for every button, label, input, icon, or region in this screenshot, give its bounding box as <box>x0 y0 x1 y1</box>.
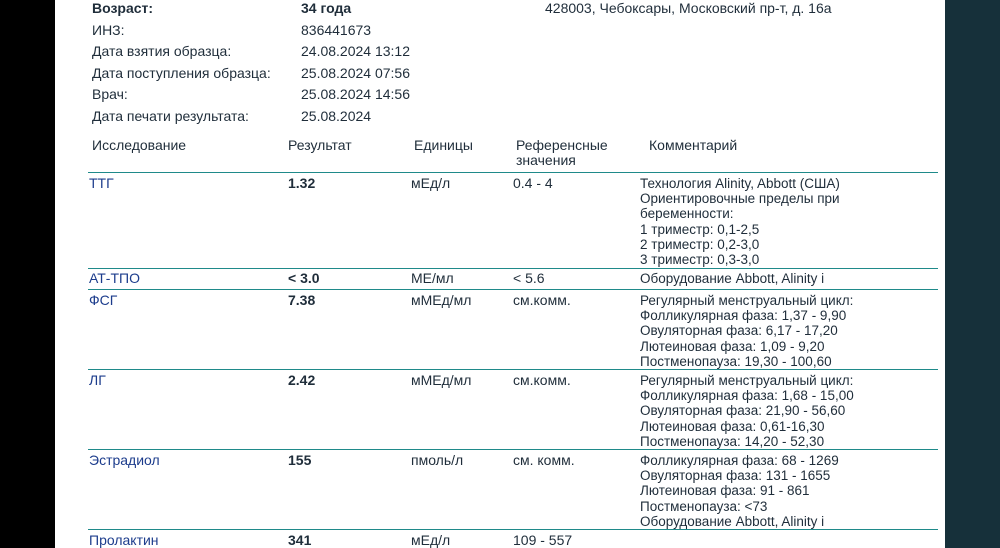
column-header-result: Результат <box>288 137 352 153</box>
comment-line: Фолликулярная фаза: 1,37 - 9,90 <box>640 308 847 324</box>
age-label: Возраст: <box>92 0 154 16</box>
inz-value: 836441673 <box>301 22 372 38</box>
row-divider <box>88 268 938 269</box>
doctor-label: Врач: <box>92 86 128 102</box>
test-reference: см.комм. <box>513 372 571 388</box>
column-header-test: Исследование <box>92 137 187 153</box>
test-result: 155 <box>288 452 312 468</box>
test-units: мЕд/л <box>411 175 451 191</box>
row-divider <box>88 449 938 450</box>
comment-line: Постменопауза: 19,30 - 100,60 <box>640 353 832 369</box>
test-comment <box>640 373 854 449</box>
column-header-reference <box>516 138 608 168</box>
row-divider <box>88 289 938 290</box>
comment-line: Фолликулярная фаза: 68 - 1269 <box>640 453 839 468</box>
test-name: Эстрадиол <box>89 452 160 468</box>
test-name: АТ-ТПО <box>89 270 140 286</box>
comment-line: беременности: <box>640 206 734 222</box>
comment-line: Постменопауза: <73 <box>640 498 768 514</box>
comment-line: Оборудование Abbott, Alinity i <box>640 513 825 529</box>
comment-line: 3 триместр: 0,3-3,0 <box>640 252 760 268</box>
comment-line: Ориентировочные пределы при <box>640 191 840 207</box>
comment-line: 2 триместр: 0,2-3,0 <box>640 236 760 252</box>
sample-taken-value: 24.08.2024 13:12 <box>301 43 410 59</box>
test-result: 2.42 <box>288 372 316 388</box>
sample-received-label: Дата поступления образца: <box>92 65 271 81</box>
column-header-comment: Комментарий <box>649 137 738 153</box>
column-header-units: Единицы <box>414 137 473 153</box>
test-result: 341 <box>288 532 312 548</box>
test-units: МЕ/мл <box>411 270 454 286</box>
comment-line: Технология Alinity, Abbott (США) <box>640 176 840 191</box>
test-units: мЕд/л <box>411 532 451 548</box>
comment-line: Лютеиновая фаза: 0,61-16,30 <box>640 418 825 434</box>
test-name: ФСГ <box>89 292 118 308</box>
test-comment <box>640 453 839 529</box>
test-units: мМЕд/мл <box>411 372 472 388</box>
print-date-label: Дата печати результата: <box>92 108 249 124</box>
test-comment <box>640 293 853 369</box>
lab-report-page <box>55 0 945 548</box>
print-date-value: 25.08.2024 <box>301 108 372 124</box>
comment-line: Лютеиновая фаза: 91 - 861 <box>640 483 810 499</box>
comment-line: Овуляторная фаза: 6,17 - 17,20 <box>640 323 838 339</box>
test-name: ЛГ <box>89 372 106 388</box>
comment-line: Постменопауза: 14,20 - 52,30 <box>640 433 825 449</box>
test-reference: 0.4 - 4 <box>513 175 553 191</box>
test-name: ТТГ <box>89 175 114 191</box>
test-result: < 3.0 <box>288 270 320 286</box>
test-name: Пролактин <box>89 532 159 548</box>
test-units: пмоль/л <box>411 452 464 468</box>
column-header-reference-line1: Референсные <box>516 137 608 153</box>
right-backdrop <box>945 0 1000 548</box>
test-reference: < 5.6 <box>513 270 545 286</box>
comment-line: Оборудование Abbott, Alinity i <box>640 271 825 286</box>
row-divider <box>88 529 938 530</box>
comment-line: Регулярный менструальный цикл: <box>640 373 854 388</box>
comment-line: Овуляторная фаза: 21,90 - 56,60 <box>640 403 846 419</box>
row-divider <box>88 369 938 370</box>
doctor-value: 25.08.2024 14:56 <box>301 86 410 102</box>
test-reference: 109 - 557 <box>513 532 573 548</box>
comment-line: Регулярный менструальный цикл: <box>640 293 854 308</box>
inz-label: ИНЗ: <box>92 22 125 38</box>
sample-taken-label: Дата взятия образца: <box>92 43 232 59</box>
test-reference: см. комм. <box>513 452 575 468</box>
comment-line: Лютеиновая фаза: 1,09 - 9,20 <box>640 338 825 354</box>
sample-received-value: 25.08.2024 07:56 <box>301 65 410 81</box>
age-value: 34 года <box>301 0 352 16</box>
test-comment <box>640 271 824 286</box>
test-reference: см.комм. <box>513 292 571 308</box>
test-result: 1.32 <box>288 175 316 191</box>
test-comment <box>640 176 840 267</box>
row-divider <box>88 172 938 173</box>
left-backdrop <box>0 0 55 548</box>
comment-line: Овуляторная фаза: 131 - 1655 <box>640 468 831 484</box>
comment-line: 1 триместр: 0,1-2,5 <box>640 221 760 237</box>
lab-address: 428003, Чебоксары, Московский пр-т, д. 16а <box>545 0 832 16</box>
comment-line: Фолликулярная фаза: 1,68 - 15,00 <box>640 388 854 404</box>
test-units: мМЕд/мл <box>411 292 472 308</box>
test-result: 7.38 <box>288 292 316 308</box>
column-header-reference-line2: значения <box>516 152 576 168</box>
